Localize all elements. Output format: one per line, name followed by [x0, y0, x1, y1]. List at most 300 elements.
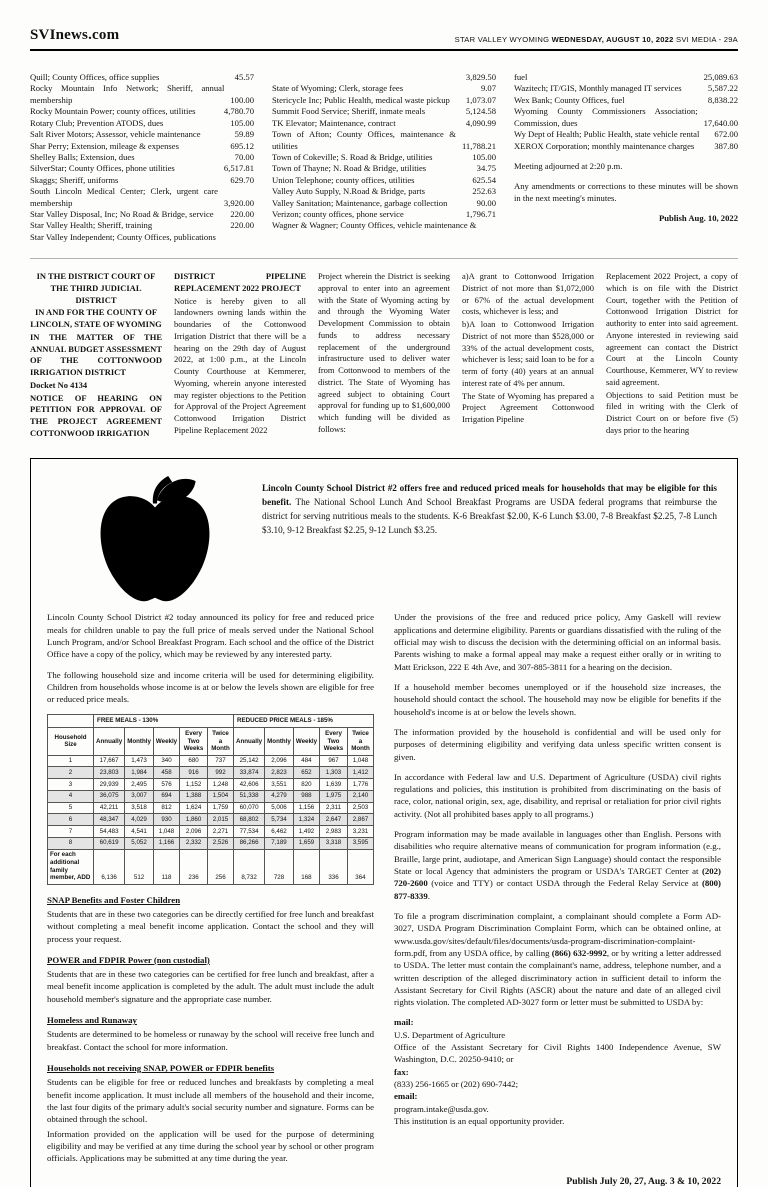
table-cell: 812 — [153, 802, 179, 814]
table-cell: 364 — [347, 849, 373, 884]
table-cell: 256 — [207, 849, 233, 884]
notice-columns — [47, 611, 721, 1166]
expense-amount: 90.00 — [476, 197, 496, 208]
table-cell: 1,975 — [320, 790, 348, 802]
expense-amount: 252.63 — [472, 186, 496, 197]
table-cell: 2,495 — [125, 779, 154, 791]
table-cell: 694 — [153, 790, 179, 802]
expense-column-3-items — [514, 72, 738, 152]
text-segment: Under the provisions of the free and reduced price policy, Amy Gaskell will review applications and determine eligibility. Parents or guardians dissatisfied with the ruling of the official may wish to discuss the decision with the determining official on an informal basis. Parents wishing to make a formal appeal may make a request either orally or in writing to Matt Erickson, 222 E 4th Ave, and 307-885-3811 for a hearing on the decision. — [394, 612, 721, 672]
table-cell: 4,029 — [125, 814, 154, 826]
table-cell: 2,096 — [180, 826, 208, 838]
table-cell: 236 — [180, 849, 208, 884]
contact-line — [394, 1078, 721, 1090]
policy-paragraphs — [47, 611, 374, 705]
contact-line — [394, 1016, 721, 1028]
table-cell: 2,503 — [347, 802, 373, 814]
table-cell: 29,939 — [94, 779, 125, 791]
policy-paragraph: The following household size and income criteria will be used for determining eligibility. Children from households whose income is at or below the levels shown are eligible for free or reduced price meals. — [47, 669, 374, 705]
text-segment: mail: — [394, 1017, 414, 1028]
table-cell: 3,318 — [320, 837, 348, 849]
table-cell: 4 — [48, 790, 94, 802]
table-cell: 967 — [320, 755, 348, 767]
expense-line — [30, 141, 254, 152]
expense-amount: 1,796.71 — [465, 209, 496, 220]
table-cell: 77,534 — [234, 826, 265, 838]
table-body — [48, 755, 374, 884]
expense-amount: 672.00 — [714, 129, 738, 140]
column-header-cell: Twice a Month — [347, 728, 373, 755]
legal-notice-column — [462, 271, 594, 440]
info-paragraph — [394, 681, 721, 718]
expense-amount: 105.00 — [472, 151, 496, 162]
expense-line — [30, 175, 254, 186]
legal-paragraph: Project wherein the District is seeking approval to enter into an agreement with the State of Wyoming acting by and through the Wyoming Water Development Commission to obtain funds to address necessary replacement of the underground infrastructure used to deliver water from Cottonwood to members of the district. The State of Wyoming has agreed subject to obtaining Court approval for funding up to $1,600,000 which funding will be divided as follows: — [318, 271, 450, 434]
column-header-cell: Weekly — [293, 728, 319, 755]
expense-description: Stericycle Inc; Public Health, medical waste pickup — [272, 94, 450, 105]
expense-description: Rocky Mountain Info Network; Sheriff, annual membership — [30, 83, 225, 105]
text-segment: To file a program discrimination complaint, a complainant should complete a Form AD-3027, USDA Program Discrimination Complaint Form, which can be obtained online, at www.usda.gov/sites/default/files/documents/usda-program-discrimination-complaint-form.pdf, from any USDA office, by calling — [394, 910, 721, 958]
table-cell: 54,483 — [94, 826, 125, 838]
table-cell: 1,166 — [153, 837, 179, 849]
table-cell: 3,231 — [347, 826, 373, 838]
table-cell: 48,347 — [94, 814, 125, 826]
expense-amount: 70.00 — [234, 151, 254, 162]
text-segment: program.intake@usda.gov. — [394, 1103, 489, 1114]
table-cell: 8,732 — [234, 849, 265, 884]
table-cell: 1,504 — [207, 790, 233, 802]
table-cell: 3,518 — [125, 802, 154, 814]
expense-line — [30, 209, 254, 220]
expense-description: Summit Food Service; Sheriff, inmate meals — [272, 106, 426, 117]
table-cell: 4,541 — [125, 826, 154, 838]
column-header-cell: Monthly — [125, 728, 154, 755]
expense-description: XEROX Corporation; monthly maintenance charges — [514, 140, 695, 151]
legal-paragraph: Objections to said Petition must be filed in writing with the Clerk of District Court on or before five (5) days prior to the hearing — [606, 389, 738, 435]
legal-paragraph: DISTRICT PIPELINE REPLACEMENT 2022 PROJECT — [174, 271, 306, 294]
expense-description: Verizon; county offices, phone service — [272, 209, 404, 220]
table-cell: 2,823 — [265, 767, 294, 779]
expense-line — [272, 220, 496, 231]
column-header-cell: Weekly — [153, 728, 179, 755]
table-cell: 680 — [180, 755, 208, 767]
table-cell: 3,007 — [125, 790, 154, 802]
category-paragraph: Information provided on the application will be used for the purpose of determining eligibility and may be verified at any time during the school year by school or other program officials. Applications may be submitted at any time during the year. — [47, 1128, 374, 1164]
expense-line — [272, 106, 496, 117]
column-header-cell: Twice a Month — [207, 728, 233, 755]
table-row — [48, 755, 374, 767]
notice-intro-row — [47, 467, 721, 609]
text-segment: Office of the Assistant Secretary for Civil Rights 1400 Independence Avenue, SW Washington, D.C. 20250-9410; or — [394, 1042, 721, 1065]
expense-amount: 11,788.21 — [461, 140, 496, 151]
table-cell: 7 — [48, 826, 94, 838]
table-cell: 33,874 — [234, 767, 265, 779]
expense-amount: 629.70 — [230, 174, 254, 185]
legal-paragraph: a)A grant to Cottonwood Irrigation District of not more than $1,072,000 or 67% of the actual development costs, whichever is less; and — [462, 271, 594, 317]
expense-description: Star Valley Independent; County Offices, publications — [30, 231, 216, 242]
table-cell: 2,647 — [320, 814, 348, 826]
table-cell: 1,473 — [125, 755, 154, 767]
expense-line — [30, 83, 254, 106]
info-paragraphs — [394, 611, 721, 1127]
expense-amount: 105.00 — [230, 117, 254, 128]
expense-line — [272, 95, 496, 106]
legal-paragraph: IN THE MATTER OF THE ANNUAL BUDGET ASSESSMENT OF THE COTTONWOOD IRRIGATION DISTRICT — [30, 331, 162, 378]
table-cell: 118 — [153, 849, 179, 884]
expense-amount: 5,124.58 — [465, 106, 496, 117]
contact-line — [394, 1103, 721, 1115]
text-segment: The information provided by the household is confidential and will be used only for purposes of determining eligibility and verifying data unless specific written consent is given. — [394, 726, 721, 762]
table-cell: 3 — [48, 779, 94, 791]
table-cell: 2,311 — [320, 802, 348, 814]
table-cell: 5 — [48, 802, 94, 814]
column-header-cell: Annually — [234, 728, 265, 755]
table-cell: 1,639 — [320, 779, 348, 791]
text-segment: (800) 877-8339 — [394, 878, 721, 901]
expense-amount: 3,920.00 — [223, 197, 254, 208]
contact-line — [394, 1066, 721, 1078]
text-segment: , or by writing a letter addressed to USDA. The letter must contain the complainant's name, address, telephone number, and a written description of the alleged discriminatory action in sufficient detail to inform the Assistant Secretary for Civil Rights (ASCR) about the nature and date of an alleged civil rights violation. The completed AD-3027 form or letter must be submitted to USDA by: — [394, 947, 721, 1008]
masthead-date: WEDNESDAY, AUGUST 10, 2022 — [551, 35, 674, 44]
policy-paragraph: Lincoln County School District #2 today announced its policy for free and reduced price meals for children unable to pay the full price of meals served under the National School Lunch Program, and/or School Breakfast Program. Each school and the office of the District Office have a copy of the policy, which may be reviewed by any interested party. — [47, 612, 374, 660]
legal-paragraph: The State of Wyoming has prepared a Project Agreement Cottonwood Irrigation Pipeline — [462, 390, 594, 424]
table-cell: 1,776 — [347, 779, 373, 791]
district-court-legal-notice — [0, 259, 768, 444]
masthead — [0, 0, 768, 49]
text-segment: Program information may be made available in languages other than English. Persons with disabilities who require alternative means of communication for program information (e.g., Braille, large print, audiotape, and American Sign Language) should contact the responsible State or local Agency that administers the program or USDA's TARGET Center at — [394, 829, 721, 877]
expense-description: Valley Sanitation; Maintenance, garbage collection — [272, 197, 448, 208]
expense-line — [272, 152, 496, 163]
contact-line — [394, 1041, 721, 1066]
table-cell: 3,551 — [265, 779, 294, 791]
table-cell: 25,142 — [234, 755, 265, 767]
expense-amount: 8,838.22 — [707, 94, 738, 105]
info-paragraph — [394, 910, 721, 1009]
table-cell: 2 — [48, 767, 94, 779]
text-segment: The National School Lunch And School Breakfast Programs are USDA federal programs that reimburse the district for serving nutritious meals to the students. K-6 Breakfast $2.00, K-6 Lunch $3.00, 7-8 Breakfast $2.25, 7-8 Lunch $3.10, 9-12 Breakfast $2.25, 9-12 Lunch $3.25. — [262, 497, 717, 535]
contact-line — [394, 1090, 721, 1102]
table-cell: 51,338 — [234, 790, 265, 802]
table-cell: 17,667 — [94, 755, 125, 767]
table-cell: 737 — [207, 755, 233, 767]
category-paragraph: Students can be eligible for free or reduced lunches and breakfasts by completing a meal benefit income application. It must include all members of the household and their income, the last four digits of the primary adult's social security number and signature. Forms can be obtained through the school. — [47, 1077, 374, 1125]
column-header-row — [48, 728, 374, 755]
expense-line — [272, 72, 496, 83]
table-cell: 5,052 — [125, 837, 154, 849]
column-header-cell: Annually — [94, 728, 125, 755]
table-cell: 1,248 — [207, 779, 233, 791]
table-cell: 988 — [293, 790, 319, 802]
expense-line — [30, 186, 254, 209]
table-row — [48, 849, 374, 884]
table-cell: 2,983 — [320, 826, 348, 838]
table-row — [48, 814, 374, 826]
expense-description: Town of Thayne; N. Road & Bridge, utilities — [272, 163, 427, 174]
table-cell: 1,303 — [320, 767, 348, 779]
table-cell: 6 — [48, 814, 94, 826]
expense-description: Wazitech; IT/GIS, Monthly managed IT services — [514, 83, 682, 94]
apple-icon — [94, 473, 216, 607]
expense-description: Shelley Balls; Extension, dues — [30, 151, 135, 162]
table-cell: 1,048 — [347, 755, 373, 767]
expense-amount: 100.00 — [230, 94, 254, 105]
table-row — [48, 790, 374, 802]
category-heading: POWER and FDPIR Power (non custodial) — [47, 954, 210, 965]
table-cell: 2,271 — [207, 826, 233, 838]
expense-line — [30, 152, 254, 163]
column-header-cell: Monthly — [265, 728, 294, 755]
text-segment: (833) 256-1665 or (202) 690-7442; — [394, 1079, 519, 1090]
info-paragraph — [394, 771, 721, 820]
notice-right-column — [394, 611, 721, 1166]
legal-notice-column — [606, 271, 738, 440]
expense-line — [514, 83, 738, 94]
text-segment: fax: — [394, 1066, 409, 1077]
table-cell: 916 — [180, 767, 208, 779]
expense-description: TK Elevator; Maintenance, contract — [272, 117, 396, 128]
text-segment: . — [427, 890, 430, 901]
table-cell: 992 — [207, 767, 233, 779]
expense-amount: 387.80 — [714, 140, 738, 151]
expense-line — [514, 141, 738, 152]
group-header-cell: REDUCED PRICE MEALS - 185% — [234, 714, 374, 728]
expense-description: Town of Cokeville; S. Road & Bridge, utilities — [272, 151, 433, 162]
column-header-cell: Household Size — [48, 728, 94, 755]
expense-amount: 3,829.50 — [465, 72, 496, 82]
table-cell: 1,412 — [347, 767, 373, 779]
expense-amount: 4,780.70 — [223, 106, 254, 117]
expense-line — [514, 106, 738, 129]
expense-line — [272, 118, 496, 129]
table-cell: 8 — [48, 837, 94, 849]
text-segment: If a household member becomes unemployed or if the household size increases, the household should contact the school. The household may now be eligible for benefits if the household's income is at or below the levels shown. — [394, 681, 721, 717]
text-segment: (866) 632-9992 — [551, 947, 607, 958]
text-segment: Lincoln County School District #2 offers free and reduced priced meals for households that may be eligible for this benefit. — [262, 483, 717, 508]
expense-amount: 17,640.00 — [703, 117, 738, 128]
publish-dates-line: Publish July 20, 27, Aug. 3 & 10, 2022 — [566, 1175, 721, 1187]
table-cell: 1,984 — [125, 767, 154, 779]
expense-line — [272, 129, 496, 152]
expense-amount: 220.00 — [230, 220, 254, 231]
table-cell: For each additional family member, ADD — [48, 849, 94, 884]
expense-amount: 34.75 — [476, 163, 496, 174]
expense-description: Valley Auto Supply, N.Road & Bridge, parts — [272, 186, 425, 197]
expense-line — [272, 175, 496, 186]
expense-description: Shar Perry; Extension, mileage & expenses — [30, 140, 179, 151]
table-cell: 576 — [153, 779, 179, 791]
expense-line — [30, 72, 254, 83]
expense-description: Skaggs; Sheriff, uniforms — [30, 174, 119, 185]
table-cell: 820 — [293, 779, 319, 791]
expense-line — [272, 209, 496, 220]
text-segment: (202) 720-2600 — [394, 866, 721, 889]
table-cell: 1,759 — [207, 802, 233, 814]
category-paragraph: Students that are in these two categories can be certified for free lunch and breakfast, after a meal benefit income application is completed by the adult. The adult must include the adult household member's signature and the appropriate case number. — [47, 969, 374, 1004]
table-cell: 2,526 — [207, 837, 233, 849]
masthead-edition: SVI MEDIA - 29A — [673, 35, 738, 44]
text-segment: In accordance with Federal law and U.S. Department of Agriculture (USDA) civil rights regulations and policies, this institution is prohibited from discriminating on the basis of race, color, national origin, sex, age, disability, and reprisal or retaliation for prior civil rights activity. (Not all prohibited bases apply to all programs.) — [394, 771, 721, 819]
legal-paragraph: b)A loan to Cottonwood Irrigation District of not more than $528,000 or 33% of the actual development costs, whichever is less; said loan to be for a term of forty (40) years at an annual interest rate of 4% per annum. — [462, 319, 594, 388]
contact-line — [394, 1115, 721, 1127]
text-segment: U.S. Department of Agriculture — [394, 1029, 506, 1040]
expense-description: SilverStar; County Offices, phone utilities — [30, 163, 175, 174]
table-row — [48, 837, 374, 849]
expense-description: Salt River Motors; Assessor, vehicle maintenance — [30, 129, 201, 140]
expense-description: Star Valley Health; Sheriff, training — [30, 220, 153, 231]
expense-description: Rotary Club; Prevention ATODS, dues — [30, 117, 164, 128]
expense-line — [272, 163, 496, 174]
contact-line — [394, 1029, 721, 1041]
table-head — [48, 714, 374, 755]
table-row — [48, 802, 374, 814]
group-header-row — [48, 714, 374, 728]
masthead-location: STAR VALLEY WYOMING — [454, 35, 552, 44]
table-cell: 1,659 — [293, 837, 319, 849]
expense-description: Town of Afton; County Offices, maintenance & utilities — [272, 129, 456, 151]
expense-amount: 9.07 — [480, 83, 496, 94]
table-cell: 2,332 — [180, 837, 208, 849]
table-cell: 86,266 — [234, 837, 265, 849]
table-cell: 1,860 — [180, 814, 208, 826]
expense-description: Rocky Mountain Power; county offices, utilities — [30, 106, 196, 117]
table-cell: 512 — [125, 849, 154, 884]
legal-paragraph: Replacement 2022 Project, a copy of which is on file with the District Court, together with the Petition of Cottonwood Irrigation District for authority to enter into said agreement. Anyone interested in reviewing said agreement can contact the District Court at the Lincoln County Courthouse, Kemmerer, WY to review said agreement. — [606, 271, 738, 387]
expense-line — [30, 106, 254, 117]
expense-line — [514, 95, 738, 106]
table-cell: 484 — [293, 755, 319, 767]
publish-date-line: Publish Aug. 10, 2022 — [658, 213, 738, 224]
expense-amount: 59.89 — [234, 129, 254, 140]
table-cell: 2,867 — [347, 814, 373, 826]
expense-description: Star Valley Disposal, Inc; No Road & Bridge, service — [30, 209, 214, 220]
table-cell: 168 — [293, 849, 319, 884]
text-segment: email: — [394, 1091, 418, 1102]
expense-description: fuel — [514, 72, 528, 82]
table-row — [48, 767, 374, 779]
expense-line — [272, 83, 496, 94]
table-cell: 340 — [153, 755, 179, 767]
expense-amount: 220.00 — [230, 209, 254, 220]
notice-left-column — [47, 611, 374, 1166]
expense-line — [30, 232, 254, 243]
expense-line — [272, 198, 496, 209]
expense-amount: 625.54 — [472, 174, 496, 185]
column-header-cell: Every Two Weeks — [180, 728, 208, 755]
table-cell: 1,624 — [180, 802, 208, 814]
table-cell: 7,189 — [265, 837, 294, 849]
text-segment: (voice and TTY) or contact USDA through the Federal Relay Service at — [427, 878, 702, 889]
text-segment: This institution is an equal opportunity provider. — [394, 1115, 565, 1126]
table-cell: 5,006 — [265, 802, 294, 814]
table-cell: 42,606 — [234, 779, 265, 791]
minutes-closing — [514, 161, 738, 204]
expense-line — [30, 163, 254, 174]
expense-amount: 25,089.63 — [703, 72, 738, 82]
table-cell: 2,140 — [347, 790, 373, 802]
expense-line — [514, 72, 738, 83]
expense-amount: 5,587.22 — [707, 83, 738, 94]
legal-paragraph: Docket No 4134 — [30, 379, 88, 390]
expense-column-1 — [30, 72, 254, 243]
eligibility-category-sections — [47, 894, 374, 1165]
table-cell: 5,734 — [265, 814, 294, 826]
table-cell: 1,492 — [293, 826, 319, 838]
info-paragraph — [394, 828, 721, 902]
table-cell: 6,136 — [94, 849, 125, 884]
table-cell: 1 — [48, 755, 94, 767]
info-paragraph — [394, 611, 721, 673]
group-header-cell: FREE MEALS - 130% — [94, 714, 234, 728]
masthead-meta — [455, 35, 738, 44]
expense-line — [272, 186, 496, 197]
expense-line — [30, 118, 254, 129]
legal-paragraph: NOTICE OF HEARING ON PETITION FOR APPROVAL OF THE PROJECT AGREEMENT COTTONWOOD IRRIGATION — [30, 392, 162, 438]
table-row — [48, 826, 374, 838]
table-cell: 1,156 — [293, 802, 319, 814]
legal-notice-column — [174, 271, 306, 440]
table-cell: 1,388 — [180, 790, 208, 802]
table-cell: 2,015 — [207, 814, 233, 826]
expense-description: Wex Bank; County Offices, fuel — [514, 94, 625, 105]
corner-cell — [48, 714, 94, 728]
school-meals-notice-box — [30, 458, 738, 1187]
table-cell: 728 — [265, 849, 294, 884]
legal-paragraph: Notice is hereby given to all landowners owning lands within the boundaries of the Cottonwood Irrigation District that there will be a hearing on the 29th day of August 2022, at 1:00 p.m., at the Lincoln County Courthouse at Kemmerer, Wyoming, wherein anyone interested may register objections to the Petition for Approval of the Project Agreement Cottonwood Irrigation District Pipeline Replacement 2022 — [174, 295, 306, 435]
expense-description: Quill; County Offices, office supplies — [30, 72, 160, 82]
table-cell: 36,075 — [94, 790, 125, 802]
expense-amount: 45.57 — [234, 72, 254, 82]
table-cell: 1,324 — [293, 814, 319, 826]
minutes-note: Any amendments or corrections to these minutes will be shown in the next meeting's minutes. — [514, 181, 738, 203]
legal-notice-column — [30, 271, 162, 440]
table-cell: 1,048 — [153, 826, 179, 838]
info-paragraph — [394, 726, 721, 763]
expense-description: South Lincoln Medical Center; Clerk, urgent care membership — [30, 186, 218, 208]
expense-column-3 — [514, 72, 738, 243]
table-cell: 458 — [153, 767, 179, 779]
income-eligibility-table — [47, 714, 374, 885]
category-paragraph: Students are determined to be homeless or runaway by the school will receive free lunch and breakfast. Contact the school for more information. — [47, 1029, 374, 1052]
table-cell: 6,462 — [265, 826, 294, 838]
legal-paragraph: IN THE DISTRICT COURT OF THE THIRD JUDICIAL DISTRICT — [36, 271, 156, 305]
table-row — [48, 779, 374, 791]
table-cell: 42,211 — [94, 802, 125, 814]
expense-amount: 4,090.99 — [465, 117, 496, 128]
site-name: SVInews.com — [30, 27, 120, 43]
legal-notice-column — [318, 271, 450, 440]
county-expense-minutes — [0, 51, 768, 243]
expense-amount: 1,073.07 — [465, 94, 496, 105]
table-cell: 3,595 — [347, 837, 373, 849]
apple-graphic-wrap — [47, 467, 262, 609]
table-cell: 336 — [320, 849, 348, 884]
table-cell: 68,802 — [234, 814, 265, 826]
expense-amount: 695.12 — [230, 140, 254, 151]
expense-line — [514, 129, 738, 140]
table-cell: 652 — [293, 767, 319, 779]
category-heading: SNAP Benefits and Foster Children — [47, 894, 181, 905]
table-cell: 930 — [153, 814, 179, 826]
expense-description: Union Telephone; county offices, utilities — [272, 174, 415, 185]
minutes-note: Meeting adjourned at 2:20 p.m. — [514, 160, 623, 171]
expense-description: State of Wyoming; Clerk, storage fees — [272, 83, 404, 94]
table-cell: 4,279 — [265, 790, 294, 802]
expense-description: Wy Dept of Health; Public Health, state vehicle rental — [514, 129, 700, 140]
table-cell: 23,803 — [94, 767, 125, 779]
column-header-cell: Every Two Weeks — [320, 728, 348, 755]
notice-intro-paragraph — [262, 467, 721, 609]
table-cell: 60,619 — [94, 837, 125, 849]
